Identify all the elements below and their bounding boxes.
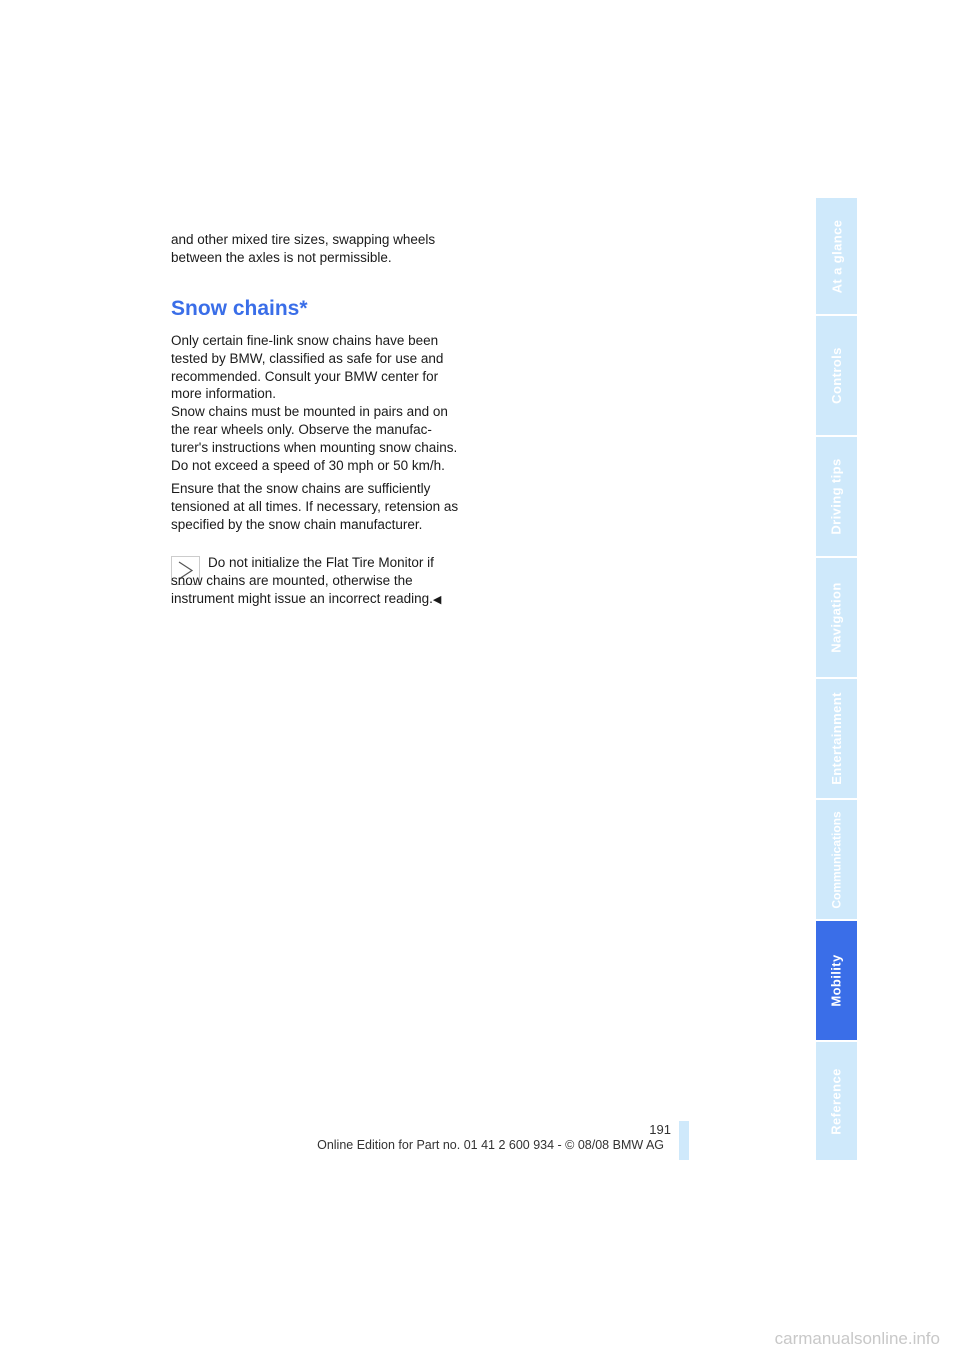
tab-label: Navigation [829,582,844,653]
paragraph-chain-approval [171,332,463,534]
watermark: carmanualsonline.info [774,1329,940,1348]
tab-label: Controls [829,347,844,404]
paragraph-2: Snow chains must be mounted in pairs and on the rear wheels only. Observe the manufac-turer's instructions when mounting snow chains. Do not exceed a speed of 30 mph or 50 km/h. [171,404,458,473]
footer-bar [679,1121,689,1160]
tab-label: Driving tips [829,458,844,535]
tab-label: Entertainment [829,692,845,785]
intro-text: and other mixed tire sizes, swapping wheels between the axles is not permissible. [171,232,436,265]
edition-line: Online Edition for Part no. 01 41 2 600 934 - © 08/08 BMW AG [317,1138,664,1152]
tab-communications[interactable] [816,800,857,919]
tab-entertainment[interactable] [816,679,857,798]
tab-label: Reference [829,1067,844,1135]
tab-mobility[interactable] [816,921,857,1040]
tab-reference[interactable] [816,1042,857,1160]
tab-label: Communications [829,810,844,909]
tab-at-a-glance[interactable] [816,198,857,314]
page-number: 191 [649,1122,671,1137]
tab-label: Mobility [829,954,844,1007]
note-block [171,554,463,609]
section-tab-bar [816,198,857,1160]
tab-controls[interactable] [816,316,857,435]
section-heading: Snow chains* [171,297,308,320]
tab-navigation[interactable] [816,558,857,677]
note-text: Do not initialize the Flat Tire Monitor if snow chains are mounted, otherwise the instrument might issue an incorrect reading. [171,555,434,606]
tab-label: At a glance [829,219,845,293]
note-end-marker: ◀ [432,593,442,606]
paragraph-1: Only certain fine-link snow chains have been tested by BMW, classified as safe for use and recommended. Consult your BMW center for more information. [171,333,444,402]
paragraph-3: Ensure that the snow chains are sufficiently tensioned at all times. If necessary, retension as specified by the snow chain manufacturer. [171,481,459,532]
tab-driving-tips[interactable] [816,437,857,556]
